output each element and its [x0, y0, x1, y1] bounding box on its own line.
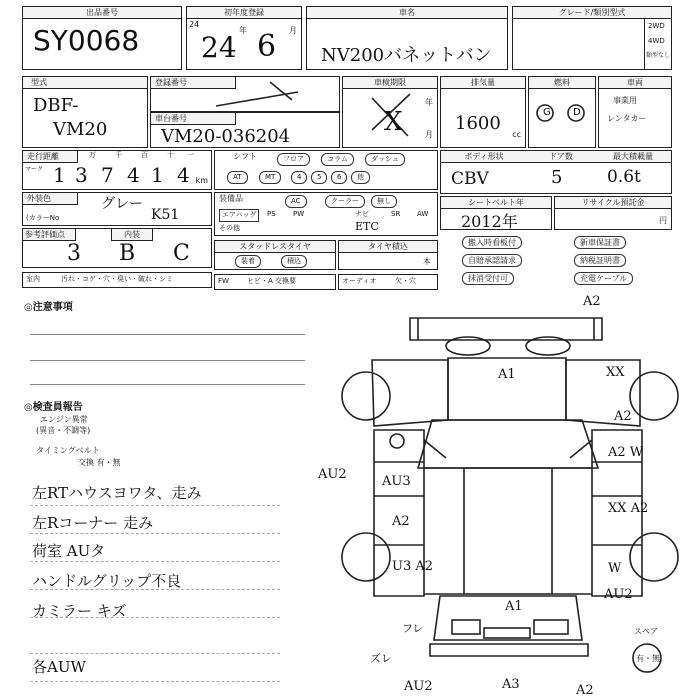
- fuel-d-circle: [568, 105, 584, 121]
- recycle-unit: 円: [659, 216, 667, 225]
- inspection-hw: X: [384, 107, 403, 137]
- diagram-mark: XX: [606, 365, 625, 380]
- doors-hw: 5: [551, 167, 563, 188]
- mileage-unit-juu: 十: [167, 151, 174, 159]
- timing-label: タイミングベルト: [36, 446, 100, 455]
- sheet-code: SY0068: [33, 24, 140, 57]
- equip-ps: PS: [267, 210, 276, 218]
- grade-none: 類型なし: [646, 52, 671, 59]
- trans-mt: MT: [259, 171, 281, 184]
- equip-other-hw: ETC: [355, 220, 379, 233]
- displacement-value: 1600: [455, 113, 501, 134]
- trans-6: 6: [331, 171, 347, 184]
- fuel-g-circle: [537, 105, 553, 121]
- rear-bumper: [430, 644, 588, 656]
- trans-other: 他: [351, 171, 370, 184]
- equip-cooler: クーラー: [325, 195, 365, 208]
- reg-number-scribble: [216, 82, 298, 106]
- timing-opts: 交換 有・無: [78, 458, 121, 467]
- category-rental: レンタカー: [607, 114, 647, 123]
- report-note: 左Rコーナー 走み: [32, 514, 154, 532]
- chassis-hw: VM20-036204: [161, 126, 291, 147]
- equip-other-label: その他: [219, 224, 240, 232]
- fuel-d: D: [573, 107, 581, 118]
- diagram-mark: A1: [505, 599, 523, 614]
- first-reg-month-hw: 6: [257, 29, 277, 64]
- mileage-digit-5: 1: [151, 163, 164, 187]
- equip-ac: AC: [285, 195, 307, 208]
- mileage-digit-4: 4: [127, 163, 140, 187]
- wheel-rear-right: [630, 533, 678, 581]
- max-load-header: 最大積載量: [595, 151, 671, 163]
- doc-tax: 納税証明書: [574, 254, 626, 267]
- mileage-marker: マーク: [25, 166, 44, 173]
- wheel-front-left: [342, 372, 390, 420]
- shift-dash: ダッシュ: [365, 153, 405, 166]
- doc-warranty: 新車保証書: [574, 236, 626, 249]
- diagram-mark: A2: [576, 683, 594, 698]
- equip-navi: ナビ: [355, 210, 369, 218]
- first-reg-year-hw: 24: [201, 31, 237, 64]
- category-header: 車両: [599, 77, 671, 89]
- doors-header: ドア数: [527, 151, 596, 163]
- studless-header: スタッドレスタイヤ: [215, 241, 335, 253]
- category-business: 事業用: [613, 96, 637, 105]
- ext-color-hw: グレー: [101, 196, 143, 212]
- doc-deregistration: 抹消受付可: [462, 272, 514, 285]
- diagram-mark: A2: [614, 409, 632, 424]
- mileage-unit-sen: 千: [115, 151, 122, 159]
- roof: [464, 468, 552, 594]
- first-reg-header: 初年度登録: [187, 7, 301, 19]
- grade-4wd: 4WD: [648, 37, 665, 45]
- body-header: ボディ形状: [441, 151, 528, 163]
- trans-at: AT: [227, 171, 248, 184]
- model-type-header: 型式: [23, 77, 147, 89]
- first-reg-year-label: 年: [239, 26, 247, 35]
- spare-label: スペア: [634, 627, 658, 636]
- body-style-hw: CBV: [451, 169, 489, 189]
- doc-insurance: 自賠承認請求: [462, 254, 522, 267]
- wheel-rear-left: [342, 533, 390, 581]
- interior-score-hw: B: [119, 241, 136, 266]
- front-bumper: [410, 318, 602, 340]
- engine-label: エンジン異常: [40, 415, 88, 424]
- car-name-hw: NV200バネットバン: [321, 45, 492, 66]
- diagram-mark: A2: [583, 294, 601, 309]
- chassis-header: 車台番号: [151, 113, 236, 125]
- fuel-header: 燃料: [529, 77, 595, 89]
- trans-4: 4: [291, 171, 307, 184]
- mileage-digit-3: 7: [101, 163, 114, 187]
- mileage-digit-1: 1: [53, 163, 66, 187]
- equipment-header: 装備品: [219, 194, 243, 203]
- inspection-year-label: 年: [425, 98, 433, 107]
- seatbelt-header: シートベルト年: [441, 197, 551, 209]
- studless-mounted: 装着: [235, 255, 261, 268]
- mileage-header: 走行距離: [23, 151, 78, 163]
- fuel-g: G: [543, 107, 551, 118]
- interior-condition-items: 汚れ・コゲ・穴・臭い・破れ・シミ: [61, 275, 173, 283]
- equip-airbag: エアバッグ: [219, 209, 259, 222]
- mileage-unit-hyaku: 百: [141, 151, 148, 159]
- report-note: カミラー キズ: [32, 602, 127, 620]
- grade-2wd: 2WD: [648, 22, 665, 30]
- shift-column: コラム: [321, 153, 354, 166]
- diagram-mark: AU2: [604, 587, 633, 602]
- shift-header: シフト: [233, 152, 257, 161]
- inspection-month-label: 月: [425, 130, 433, 139]
- first-reg-era: 24: [189, 20, 200, 29]
- spare-opts: 有・無: [636, 654, 660, 663]
- fw-items: ヒビ・A 交換要: [247, 277, 297, 285]
- mileage-unit-man: 万: [89, 151, 96, 159]
- eval-score-hw: 3: [67, 241, 81, 266]
- diagram-mark: ズレ: [370, 652, 392, 665]
- report-note: ハンドルグリップ不良: [32, 572, 182, 590]
- diagram-mark: A2 W: [608, 445, 644, 460]
- ext-color-header: 外装色: [23, 193, 78, 205]
- diagram-mark: AU2: [404, 679, 433, 694]
- equip-none: 無し: [371, 195, 397, 208]
- interior-header: 内装: [111, 229, 153, 241]
- audio-items: 欠・穴: [395, 277, 416, 285]
- diagram-mark: AU2: [318, 467, 347, 482]
- eval-header: 参考評価点: [23, 229, 76, 241]
- shift-floor: フロア: [277, 153, 310, 166]
- diagram-mark: フレ: [402, 622, 424, 635]
- grade-header: グレード/類別型式: [513, 7, 671, 19]
- inspection-header: 車検期限: [343, 77, 437, 89]
- mileage-unit-ichi: 一: [187, 151, 194, 159]
- diagram-mark: A3: [502, 677, 520, 692]
- eval-extra-hw: C: [173, 241, 190, 266]
- listing-no-header: 出品番号: [23, 7, 181, 19]
- equip-sr: SR: [391, 210, 401, 218]
- report-note: 左RTハウスヨワタ、走み: [32, 484, 202, 502]
- model-type-hw-2: VM20: [53, 119, 108, 140]
- reg-number-header: 登録番号: [151, 77, 236, 89]
- fw-label: FW: [218, 277, 229, 285]
- ext-color-code-hw: K51: [151, 207, 180, 223]
- diagram-mark: U3 A2: [392, 559, 434, 574]
- model-type-hw-1: DBF-: [33, 95, 79, 116]
- trans-5: 5: [311, 171, 327, 184]
- tire-load-unit: 本: [423, 257, 431, 266]
- inspector-title: ◎検査員報告: [24, 402, 83, 413]
- tire-load-header: タイヤ積込: [339, 241, 437, 253]
- doc-signboard: 搬入時看板付: [462, 236, 522, 249]
- equip-aw: AW: [417, 210, 429, 218]
- notes-title: ◎注意事項: [24, 302, 73, 313]
- max-load-hw: 0.6t: [607, 167, 641, 187]
- report-note: 荷室 AUタ: [32, 542, 106, 560]
- equip-pw: PW: [293, 210, 305, 218]
- report-note: 各AUW: [32, 658, 86, 676]
- car-name-header: 車名: [307, 7, 507, 19]
- audio-label: オーディオ: [342, 277, 377, 285]
- displacement-header: 排気量: [441, 77, 525, 89]
- interior-condition-label: 室内: [26, 275, 40, 283]
- mileage-digit-6: 4: [177, 163, 190, 187]
- mileage-digit-2: 3: [75, 163, 88, 187]
- ext-color-sub: (カラーNo: [26, 214, 60, 222]
- first-reg-month-label: 月: [289, 26, 297, 35]
- mileage-unit-km: km: [195, 176, 208, 185]
- diagram-mark: A1: [498, 367, 516, 382]
- diagram-mark: A2: [392, 514, 410, 529]
- recycle-header: リサイクル預託金: [555, 197, 671, 209]
- diagram-mark: XX A2: [608, 501, 649, 516]
- displacement-unit: cc: [512, 130, 521, 139]
- wheel-front-right: [630, 372, 678, 420]
- diagram-mark: W: [608, 561, 622, 576]
- studless-loaded: 積込: [281, 255, 307, 268]
- engine-sub: (異音・不調等): [36, 426, 91, 435]
- doc-charge-cable: 充電ケーブル: [574, 272, 633, 285]
- seatbelt-hw: 2012年: [461, 212, 518, 231]
- diagram-mark: AU3: [382, 474, 411, 489]
